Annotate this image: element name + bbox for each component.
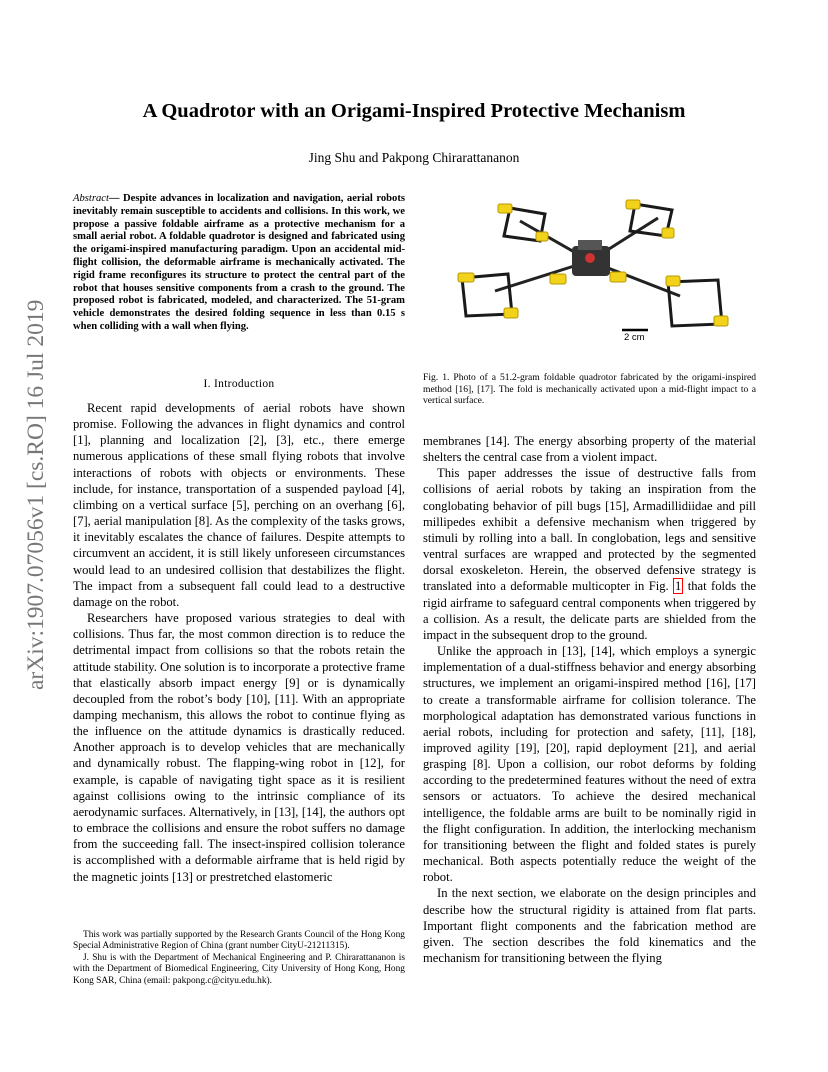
paragraph: In the next section, we elaborate on the design principles and describe how the structural rigidity is attained from flat parts. Important flight components and the fabrication method are given. The section describes the fold kinematics and the mechanism for transitioning between the flying [423,886,756,965]
section-heading-introduction: I. Introduction [203,378,275,390]
figure-caption: Fig. 1. Photo of a 51.2-gram foldable quadrotor fabricated by the origami-inspired method [16], [17]. The fold is mechanically activated upon a mid-flight impact to a vertical surface. [423,372,756,407]
paragraph-text: This paper addresses the issue of destructive falls from collisions of aerial robots by taking an inspiration from the conglobating behavior of pill bugs [15], Armadillidiidae and pill millipedes exhibit a defensive mechanism when triggered by stimuli by rolling into a ball. In conglobation, legs and sensitive ventral surfaces are wrapped and protected by the segmented dorsal exoskeleton. Herein, the observed defensive strategy is translated into a deformable multicopter in Fig. [423,466,756,594]
footnote-funding: This work was partially supported by the Research Grants Council of the Hong Kong Special Administrative Region of China (grant number CityU-21211315). [73,930,405,952]
footnote-affiliation: J. Shu is with the Department of Mechanical Engineering and P. Chirarattananon is with the Department of Biomedical Engineering, City University of Hong Kong, Hong Kong SAR, China (email: pakpong.c@cityu.edu.hk). [73,952,405,986]
paragraph: Researchers have proposed various strategies to deal with collisions. Thus far, the most common direction is to reduce the detrimental impact from collisions so that the robots retain the attitude stability. One solution is to incorporate a protective frame that elastically absorb impact energy [9] or is dynamically decoupled from the robot’s body [10], [11]. With an appropriate damping mechanism, this allows the robot to continue flying as the influence on the attitude dynamics is drastically reduced. Another approach is to develop vehicles that are mechanically and dynamically robust. The flapping-wing robot in [12], for example, is capable of navigating tight space as it is resilient against collisions owing to the intrinsic compliance of its aerodynamic surfaces. Alternatively, in [13], [14], the authors opt to embrace the collisions and ensure the robot suffers no damage from the succeeding fall. The insect-inspired collision tolerance is accomplished with a deformable airframe that is held rigid by the magnetic joints [13] or prestretched elastomeric [73,611,405,884]
arxiv-identifier [24,298,48,690]
abstract-lead: Abstract [73,193,109,204]
right-column-body [423,433,756,966]
figure-reference-link[interactable]: 1 [675,579,682,594]
quadrotor-illustration [440,196,740,346]
abstract [73,193,405,334]
abstract-text: — Despite advances in localization and navigation, aerial robots inevitably remain susceptible to accidents and collisions. In this work, we propose a passive foldable airframe as a protective mechanism for a small aerial robot. A foldable quadrotor is designed and fabricated using the origami-inspired manufacturing paradigm. Upon an accidental mid-flight collision, the deformable airframe is mechanically activated. The rigid frame reconfigures its structure to protect the central part of the robot that houses sensitive components from a crash to the ground. The proposed robot is fabricated, modeled, and characterized. The 51-gram vehicle demonstrates the desired folding sequence in less than 0.15 s when colliding with a wall when flying. [73,193,405,332]
paper-title: A Quadrotor with an Origami-Inspired Protective Mechanism [142,100,686,122]
footnotes [73,930,405,987]
paragraph-text: that folds the rigid airframe to safeguard central components when triggered by a collision. As a result, the delicate parts are shielded from the impact in the subsequent drop to the ground. [423,579,756,642]
paper-authors: Jing Shu and Pakpong Chirarattananon [308,150,520,165]
introduction-body [73,400,405,885]
scale-bar-label: 2 cm [624,332,645,343]
arxiv-identifier-text: arXiv:1907.07056v1 [cs.RO] 16 Jul 2019 [23,299,49,690]
figure-quadrotor-photo [440,196,740,346]
paragraph: Recent rapid developments of aerial robots have shown promise. Following the advances in flight dynamics and control [1], planning and localization [2], [3], etc., there emerge numerous applications of these small flying robots that involve interactions of robots with objects or environments. These include, for instance, transportation of a suspended payload [4], climbing on a vertical surface [5], perching on an overhang [6], [7], aerial manipulation [8]. As the complexity of the tasks grows, it inevitably escalates the chance of failures. Despite attempts to circumvent an accident, it is still likely unforeseen circumstances would lead to an undesired collision that destabilizes the flight. The impact from a subsequent fall could lead to a destructive damage on the robot. [73,401,405,609]
paragraph [423,465,756,643]
paragraph: Unlike the approach in [13], [14], which employs a synergic implementation of a dual-stiffness behavior and energy absorbing structures, we implement an origami-inspired method [16], [17] to create a transformable airframe for collision tolerance. The morphological adaptation has demonstrated various functions in aerial robots, including for protection and safety, [11], [18], improved agility [19], [20], rapid deployment [21], and aerial grasping [8]. Upon a collision, our robot deforms by folding according to the predetermined features without the need of extra sensors or actuators. To achieve the desired mechanical intelligence, the foldable arms are built to be nominally rigid in the flight configuration. In addition, the interlocking mechanism for transitioning between the flight and folded states is purely mechanical. Both aspects potentially reduce the weight of the robot. [423,644,756,885]
paragraph: membranes [14]. The energy absorbing property of the material shelters the central case from a violent impact. [423,434,756,465]
